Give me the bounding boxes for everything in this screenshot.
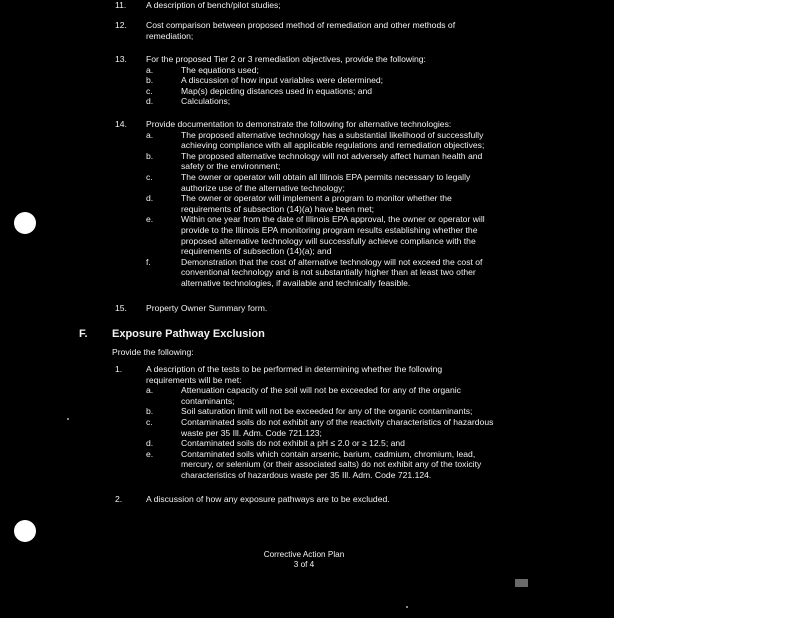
text-line: Contaminated soils which contain arsenic, barium, cadmium, chromium, lead, <box>181 448 476 459</box>
subitem-letter: a. <box>146 385 154 396</box>
text-line: Attenuation capacity of the soil will not be exceeded for any of the organic <box>181 385 461 396</box>
item-text <box>146 119 451 130</box>
text-line: A discussion of how input variables were determined; <box>181 75 384 86</box>
text-line: The proposed alternative technology will not adversely affect human health and <box>181 150 483 161</box>
text-line: For the proposed Tier 2 or 3 remediation objectives, provide the following: <box>146 54 426 64</box>
section-intro: Provide the following: <box>112 347 194 357</box>
subitem-text <box>181 406 472 417</box>
subitem-letter: a. <box>146 64 154 75</box>
text-line: alternative technologies, if available and technically feasible. <box>181 277 411 288</box>
text-line: characteristics of hazardous waste per 35 Ill. Adm. Code 721.124. <box>181 469 432 480</box>
subitem-letter: a. <box>146 129 154 140</box>
text-line: A description of bench/pilot studies; <box>146 0 281 10</box>
scan-speck <box>67 418 69 420</box>
punch-hole <box>14 212 36 234</box>
text-line: provide to the Illinois EPA monitoring program results establishing whether the <box>181 224 478 235</box>
page-footer <box>224 550 384 570</box>
footer-title: Corrective Action Plan <box>263 550 345 559</box>
item-text <box>146 0 281 11</box>
subitem-text <box>181 75 383 86</box>
subitem-text <box>181 449 481 481</box>
text-line: Provide documentation to demonstrate the following for alternative technologies: <box>146 119 452 129</box>
text-line: contaminants; <box>181 395 235 406</box>
subitem-letter: e. <box>146 214 154 225</box>
subitem-text <box>181 172 470 193</box>
punch-hole <box>14 520 36 542</box>
text-line: Map(s) depicting distances used in equations; and <box>181 85 373 96</box>
text-line: requirements will be met: <box>146 374 242 385</box>
subitem-text <box>181 130 484 151</box>
text-line: The owner or operator will obtain all Illinois EPA permits necessary to legally <box>181 172 471 182</box>
text-line: conventional technology and is not substantially higher than at least two other <box>181 267 476 278</box>
scan-speck <box>406 606 408 608</box>
item-number: 12. <box>115 20 127 30</box>
subitem-text <box>181 193 452 214</box>
text-line: A description of the tests to be performed in determining whether the following <box>146 364 443 374</box>
subitem-letter: e. <box>146 448 154 459</box>
subitem-letter: d. <box>146 438 154 449</box>
text-line: Within one year from the date of Illinois EPA approval, the owner or operator will <box>181 214 485 225</box>
text-line: A discussion of how any exposure pathways are to be excluded. <box>146 494 390 504</box>
footer-page-number: 3 of 4 <box>293 560 315 569</box>
text-line: safety or the environment; <box>181 161 281 172</box>
scan-mark <box>515 579 528 587</box>
subitem-letter: f. <box>146 256 151 267</box>
text-line: remediation; <box>146 30 194 41</box>
subitem-letter: b. <box>146 406 154 417</box>
subitem-letter: c. <box>146 85 153 96</box>
subitem-text <box>181 417 493 438</box>
text-line: Property Owner Summary form. <box>146 303 268 313</box>
item-text <box>146 303 267 314</box>
text-line: The proposed alternative technology has a substantial likelihood of successfully <box>181 129 484 140</box>
subitem-text <box>181 385 461 406</box>
item-text <box>146 54 426 65</box>
subitem-letter: b. <box>146 150 154 161</box>
text-line: The owner or operator will implement a program to monitor whether the <box>181 193 452 204</box>
item-text <box>146 494 390 505</box>
text-line: Soil saturation limit will not be exceeded for any of the organic contaminants; <box>181 406 473 417</box>
subitem-text <box>181 96 230 107</box>
text-line: achieving compliance with all applicable regulations and remediation objectives; <box>181 140 485 151</box>
item-number: 15. <box>115 303 127 313</box>
text-line: The equations used; <box>181 64 259 75</box>
subitem-text <box>181 65 259 76</box>
item-text <box>146 20 455 41</box>
text-line: proposed alternative technology will successfully achieve compliance with the <box>181 235 476 246</box>
text-line: Contaminated soils do not exhibit a pH ≤ 2.0 or ≥ 12.5; and <box>181 438 405 449</box>
text-line: Contaminated soils do not exhibit any of the reactivity characteristics of hazardous <box>181 417 494 427</box>
item-number: 2. <box>115 494 123 504</box>
section-letter: F. <box>79 328 88 340</box>
section-title: Exposure Pathway Exclusion <box>112 328 265 340</box>
item-text <box>146 364 442 385</box>
subitem-text <box>181 86 372 97</box>
text-line: waste per 35 Ill. Adm. Code 721.123; <box>181 427 322 438</box>
item-number: 1. <box>115 364 123 374</box>
subitem-letter: c. <box>146 417 153 427</box>
subitem-letter: b. <box>146 75 154 86</box>
subitem-text <box>181 257 482 289</box>
text-line: requirements of subsection (14)(a) have been met; <box>181 203 374 214</box>
text-line: Calculations; <box>181 96 231 107</box>
text-line: requirements of subsection (14)(a); and <box>181 246 332 257</box>
item-number: 14. <box>115 119 127 129</box>
text-line: Demonstration that the cost of alternative technology will not exceed the cost of <box>181 256 483 267</box>
subitem-letter: d. <box>146 96 154 107</box>
text-line: Cost comparison between proposed method of remediation and other methods of <box>146 20 456 30</box>
text-line: authorize use of the alternative technology; <box>181 182 345 193</box>
subitem-letter: d. <box>146 193 154 204</box>
text-line: mercury, or selenium (or their associated salts) do not exhibit any of the toxicity <box>181 459 482 470</box>
subitem-text <box>181 214 485 256</box>
subitem-text <box>181 438 405 449</box>
subitem-letter: c. <box>146 172 153 182</box>
item-number: 11. <box>115 0 127 10</box>
item-number: 13. <box>115 54 127 64</box>
subitem-text <box>181 151 482 172</box>
